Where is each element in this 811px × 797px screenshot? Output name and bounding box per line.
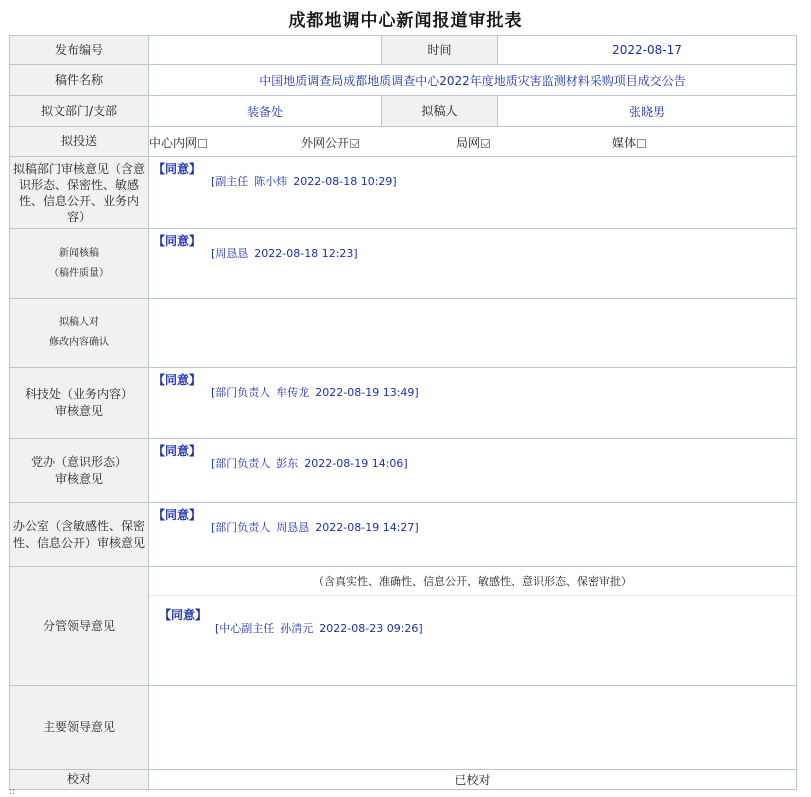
news-check-label <box>10 229 149 299</box>
row-manuscript <box>10 65 797 96</box>
option-bureau-web-label: 局网 <box>456 136 481 150</box>
approve-tag: 【同意】 <box>153 162 202 176</box>
row-publish-no <box>10 36 797 65</box>
signer-name: 孙清元 <box>280 622 314 635</box>
publish-no-value <box>149 36 382 65</box>
signature <box>215 620 429 636</box>
party-review-label-line2: 审核意见 <box>54 471 103 486</box>
row-party-review <box>10 439 797 503</box>
party-review-label-line1: 党办（意识形态） <box>30 454 127 469</box>
approve-tag: 【同意】 <box>153 444 202 458</box>
manuscript-title: 中国地质调查局成都地质调查中心2022年度地质灾害监测材料采购项目成交公告 <box>149 65 797 96</box>
signer-role: [部门负责人 <box>211 386 271 399</box>
approve-tag: 【同意】 <box>153 234 202 248</box>
row-drafter-confirm <box>10 299 797 368</box>
signer-name: 周恳恳 <box>276 521 310 534</box>
option-media[interactable] <box>612 134 646 151</box>
row-dept <box>10 96 797 127</box>
tech-review-label-line2: 审核意见 <box>54 404 103 418</box>
leader-opinion <box>149 567 797 686</box>
drafter-confirm-label-line1: 拟稿人对 <box>59 317 99 328</box>
send-to-label: 拟投送 <box>10 127 149 157</box>
tech-review-label <box>10 368 149 439</box>
draft-dept-review-label: 拟稿部门审核意见（含意识形态、保密性、敏感性、信息公开、业务内容） <box>10 157 149 229</box>
tech-review-opinion <box>149 368 797 439</box>
signature <box>211 245 364 261</box>
dept-value: 装备处 <box>149 96 382 127</box>
option-media-label: 媒体 <box>612 136 637 150</box>
option-public-web-label: 外网公开 <box>301 136 350 150</box>
time-label: 时间 <box>382 36 498 65</box>
sign-datetime: 2022-08-19 14:27] <box>315 521 419 534</box>
signature <box>211 384 425 400</box>
signer-role: [部门负责人 <box>211 521 271 534</box>
row-proofread <box>10 770 797 790</box>
checkbox-media[interactable] <box>637 139 646 148</box>
signer-role: [副主任 <box>211 175 249 188</box>
party-review-label <box>10 439 149 503</box>
proofread-label: 校对 <box>10 770 149 790</box>
send-to-options <box>149 127 797 157</box>
drafter-confirm-opinion <box>149 299 797 368</box>
dept-label: 拟文部门/支部 <box>10 96 149 127</box>
office-review-label-line1: 办公室（含敏感性、保密 <box>12 518 145 533</box>
checkbox-bureau-web[interactable] <box>481 139 490 148</box>
approve-tag: 【同意】 <box>153 373 202 387</box>
office-review-label <box>10 503 149 567</box>
row-leader-opinion <box>10 567 797 686</box>
drafter-confirm-label <box>10 299 149 368</box>
drafter-value: 张晓男 <box>498 96 797 127</box>
checkbox-public-web[interactable] <box>350 139 359 148</box>
row-send-to <box>10 127 797 157</box>
party-review-opinion <box>149 439 797 503</box>
row-tech-review <box>10 368 797 439</box>
proofread-value: 已校对 <box>149 770 797 790</box>
main-leader-opinion <box>149 686 797 770</box>
option-bureau-web[interactable] <box>456 134 490 151</box>
signer-name: 牟传龙 <box>276 386 310 399</box>
signature <box>211 519 425 535</box>
sign-datetime: 2022-08-23 09:26] <box>319 622 423 635</box>
office-review-opinion <box>149 503 797 567</box>
leader-opinion-box <box>149 595 796 680</box>
draft-dept-review-opinion <box>149 157 797 229</box>
publish-no-label: 发布编号 <box>10 36 149 65</box>
signer-name: 陈小炜 <box>254 175 288 188</box>
manuscript-label: 稿件名称 <box>10 65 149 96</box>
page-title: 成都地调中心新闻报道审批表 <box>288 11 523 31</box>
leader-opinion-label: 分管领导意见 <box>10 567 149 686</box>
drafter-label: 拟稿人 <box>382 96 498 127</box>
signer-name: 彭东 <box>276 457 299 470</box>
option-public-web[interactable] <box>301 134 359 151</box>
sign-datetime: 2022-08-19 14:06] <box>304 457 408 470</box>
row-main-leader <box>10 686 797 770</box>
signer-role: [部门负责人 <box>211 457 271 470</box>
row-office-review <box>10 503 797 567</box>
option-intranet-label: 中心内网 <box>149 136 198 150</box>
signature <box>211 173 403 189</box>
main-leader-label: 主要领导意见 <box>10 686 149 770</box>
checkbox-intranet[interactable] <box>198 139 207 148</box>
sign-datetime: 2022-08-19 13:49] <box>315 386 419 399</box>
time-value: 2022-08-17 <box>498 36 797 65</box>
news-check-label-line1: 新闻核稿 <box>59 247 99 259</box>
signer-role: [中心副主任 <box>215 622 275 635</box>
row-draft-dept-review <box>10 157 797 229</box>
signature <box>211 455 414 471</box>
footer-mark: :: <box>9 787 16 797</box>
office-review-label-line2: 性、信息公开）审核意见 <box>12 535 145 550</box>
leader-hint: （含真实性、准确性、信息公开、敏感性、意识形态、保密审批） <box>313 575 632 588</box>
signer-role: [周恳恳 <box>211 247 249 260</box>
drafter-confirm-label-line2: 修改内容确认 <box>49 337 109 348</box>
news-check-label-line2: （稿件质量） <box>49 267 109 279</box>
option-intranet[interactable] <box>149 134 207 151</box>
sign-datetime: 2022-08-18 10:29] <box>293 175 397 188</box>
row-news-check <box>10 229 797 299</box>
approve-tag: 【同意】 <box>153 508 202 522</box>
approve-tag: 【同意】 <box>159 608 208 622</box>
news-check-opinion <box>149 229 797 299</box>
approval-form <box>9 35 797 790</box>
tech-review-label-line1: 科技处（业务内容） <box>24 387 133 401</box>
sign-datetime: 2022-08-18 12:23] <box>254 247 358 260</box>
